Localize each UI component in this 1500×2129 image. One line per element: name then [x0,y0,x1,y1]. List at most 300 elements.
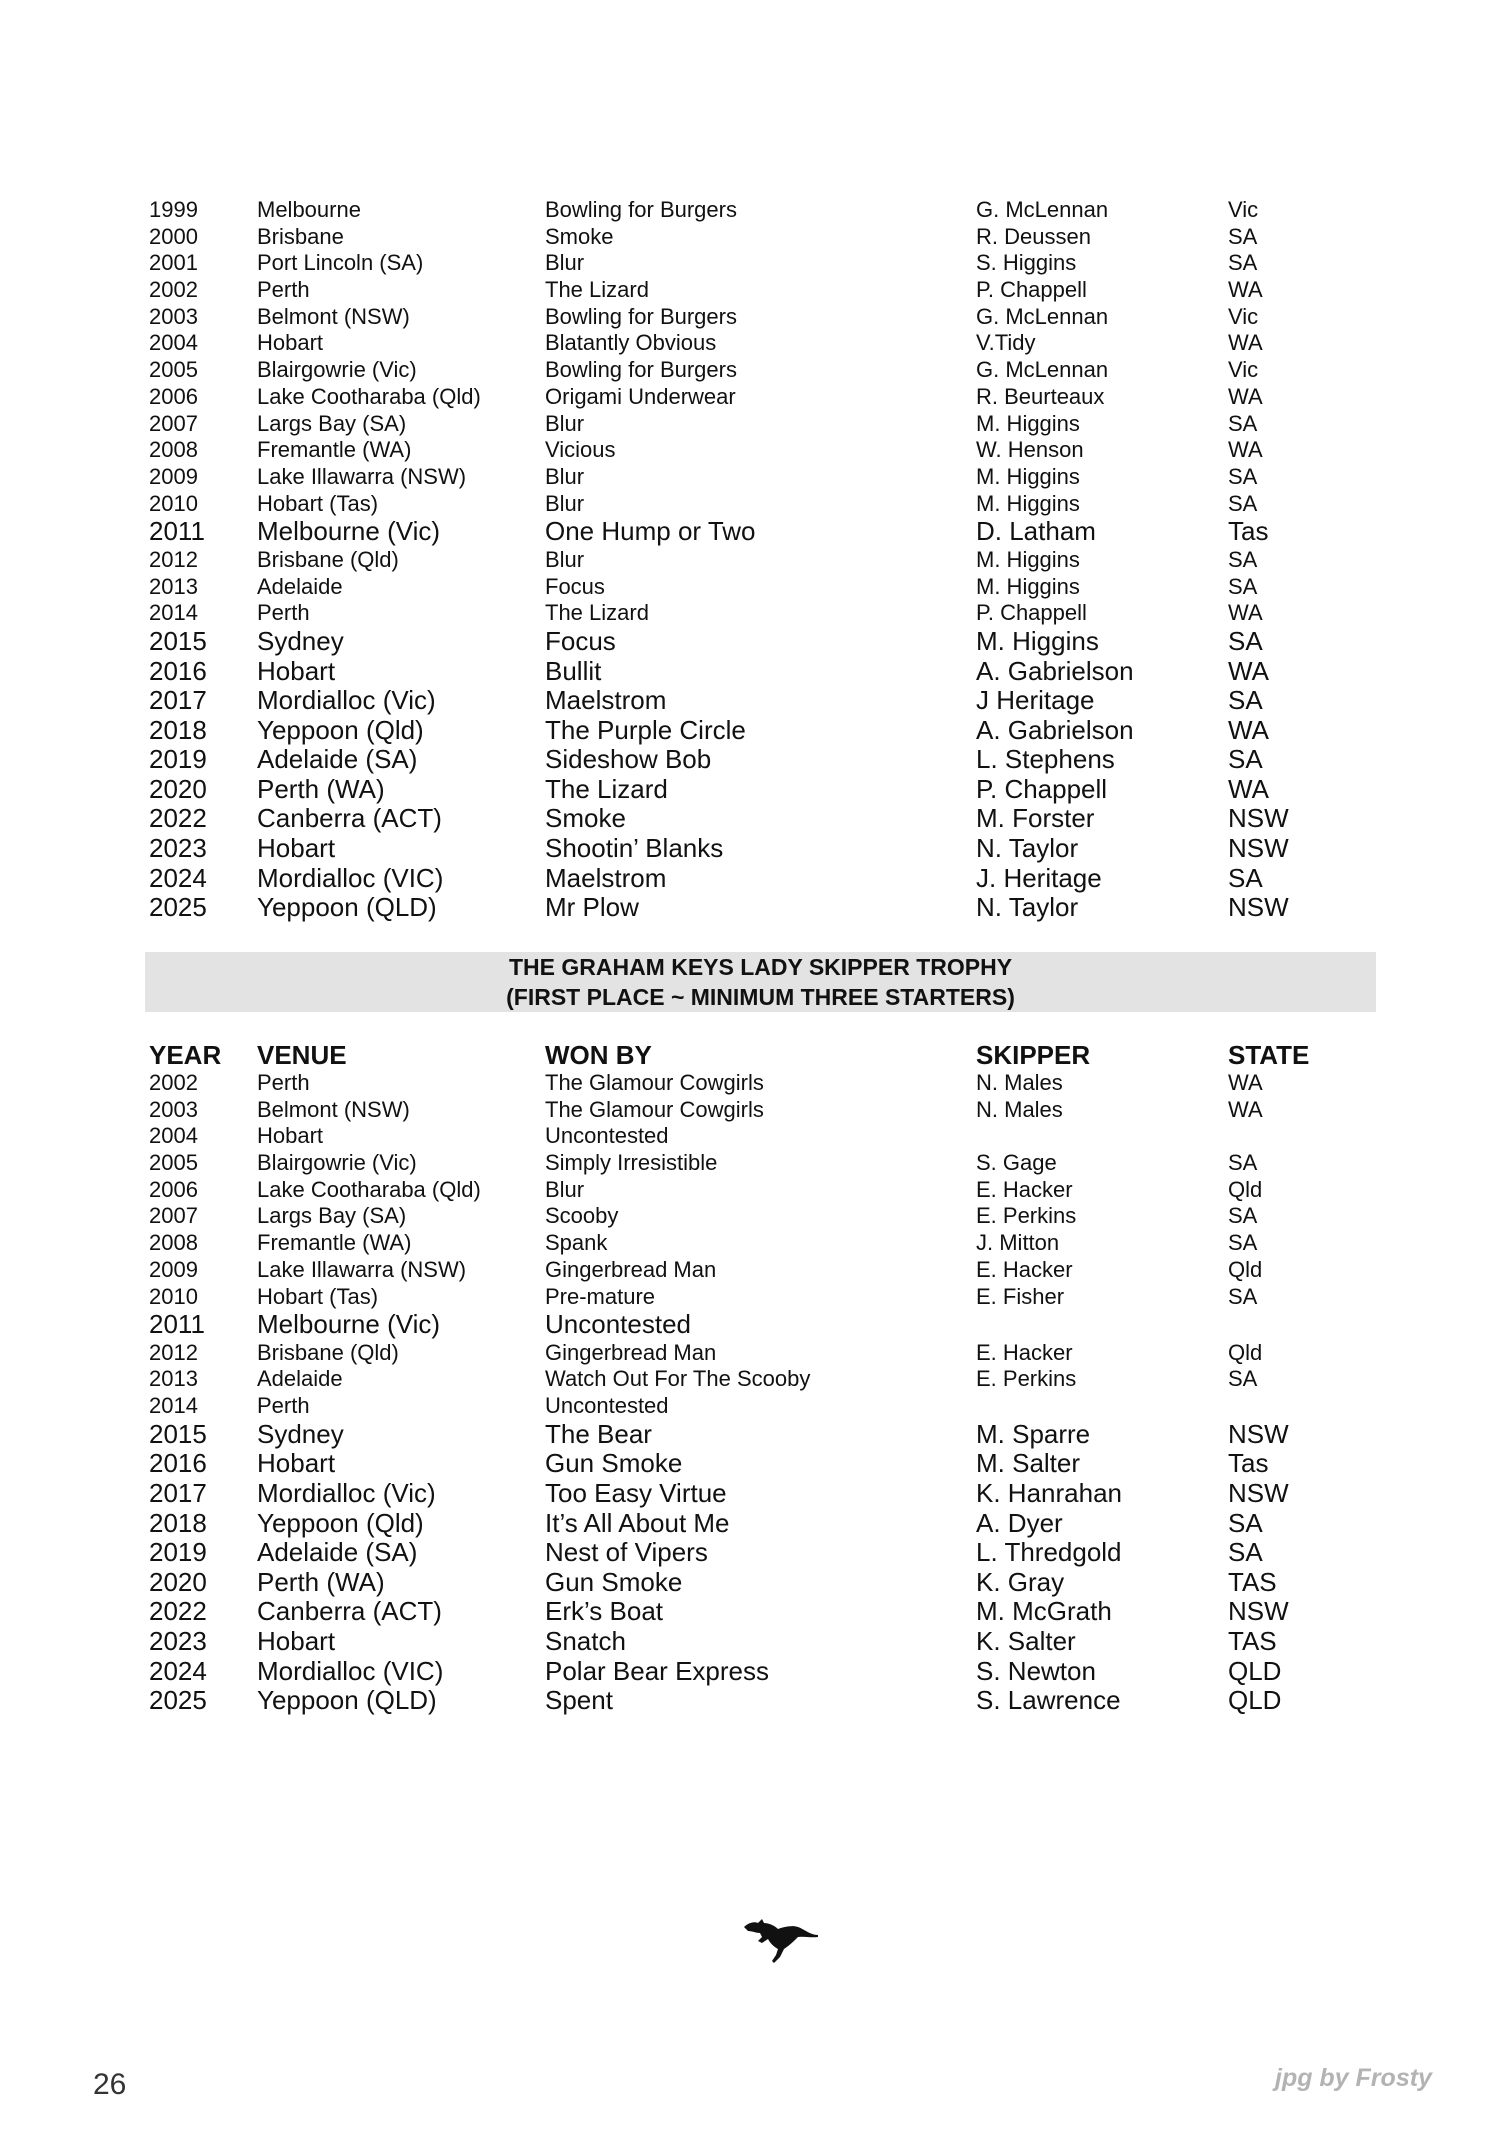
won-by-cell: Blur [545,1176,585,1202]
state-cell: SA [1228,410,1258,436]
skipper-cell: K. Gray [976,1566,1065,1597]
won-by-cell: Sideshow Bob [545,744,712,775]
venue-cell: Perth [257,277,310,303]
skipper-cell: M. Sparre [976,1418,1091,1449]
year-cell: 2016 [149,655,207,686]
table-row [0,1657,1500,1687]
state-cell: SA [1228,1537,1263,1568]
year-cell: 2000 [149,223,198,249]
table-row [0,197,1500,224]
venue-cell: Perth [257,1393,310,1419]
year-cell: 2025 [149,1685,207,1716]
table-row [0,1070,1500,1097]
venue-cell: Perth (WA) [257,773,385,804]
table-row [0,657,1500,687]
won-by-cell: The Glamour Cowgirls [545,1070,764,1095]
year-cell: 2015 [149,1418,207,1449]
year-cell: 2013 [149,573,198,599]
year-cell: 2004 [149,1123,198,1149]
skipper-cell: G. McLennan [976,303,1109,329]
won-by-cell: Simply Irresistible [545,1150,718,1176]
venue-cell: Largs Bay (SA) [257,410,407,436]
state-cell: WA [1228,330,1263,356]
skipper-cell: K. Salter [976,1626,1076,1656]
venue-cell: Adelaide (SA) [257,744,418,775]
year-cell: 2002 [149,277,198,303]
state-cell: SA [1228,1366,1258,1392]
won-by-cell: Blur [545,546,585,572]
won-by-cell: Mr Plow [545,892,639,923]
year-cell: 2015 [149,625,207,656]
venue-cell: Adelaide [257,1366,343,1392]
state-cell: SA [1228,862,1263,893]
year-cell: 2014 [149,1393,198,1419]
table-row [0,411,1500,438]
skipper-cell: M. Higgins [976,490,1080,516]
table-row [0,804,1500,834]
state-cell: SA [1228,1230,1258,1256]
venue-cell: Yeppoon (Qld) [257,1507,424,1538]
won-by-cell: Polar Bear Express [545,1655,769,1686]
won-by-cell: Too Easy Virtue [545,1478,727,1509]
table-row [0,864,1500,894]
year-cell: 2023 [149,833,207,864]
state-cell: NSW [1228,892,1289,923]
state-cell: SA [1228,250,1258,276]
skipper-cell: M. Higgins [976,410,1080,436]
year-cell: 2011 [149,1309,205,1340]
state-cell: NSW [1228,833,1289,864]
table-row [0,686,1500,716]
state-cell: SA [1228,1283,1258,1309]
year-cell: 2018 [149,1507,207,1538]
venue-cell: Hobart [257,1123,324,1149]
table-row [0,1420,1500,1450]
table-row [0,491,1500,518]
skipper-cell: J. Heritage [976,862,1102,893]
won-by-cell: Erk’s Boat [545,1596,664,1627]
venue-cell: Blairgowrie (Vic) [257,357,417,383]
venue-cell: Blairgowrie (Vic) [257,1150,417,1176]
state-cell: Tas [1228,516,1269,547]
table-row [0,384,1500,411]
table-row [0,1150,1500,1177]
venue-cell: Largs Bay (SA) [257,1203,407,1229]
year-cell: 2017 [149,685,207,716]
won-by-cell: Uncontested [545,1309,691,1340]
skipper-cell: A. Dyer [976,1507,1063,1538]
year-cell: 2012 [149,1339,198,1365]
skipper-cell: V.Tidy [976,330,1036,356]
venue-cell: Brisbane (Qld) [257,546,399,572]
table-row [0,745,1500,775]
skipper-cell: M. Salter [976,1448,1081,1479]
table-row [0,834,1500,864]
venue-cell: Yeppoon (QLD) [257,1685,437,1716]
skipper-cell: J Heritage [976,685,1095,716]
won-by-cell: The Lizard [545,277,649,303]
state-cell: SA [1228,573,1258,599]
state-cell: WA [1228,600,1263,626]
won-by-cell: The Bear [545,1418,652,1449]
table-row [0,330,1500,357]
table-header [0,1040,1500,1070]
table-row [0,1366,1500,1393]
year-cell: 2003 [149,1096,198,1122]
venue-cell: Brisbane [257,223,344,249]
state-cell: SA [1228,1203,1258,1229]
venue-cell: Yeppoon (QLD) [257,892,437,923]
won-by-cell: It’s All About Me [545,1507,730,1538]
year-cell: 2005 [149,357,198,383]
table-row [0,437,1500,464]
year-cell: 2020 [149,1566,207,1597]
table-row [0,716,1500,746]
skipper-cell: M. Higgins [976,546,1080,572]
skipper-cell: M. McGrath [976,1596,1112,1627]
year-cell: 2001 [149,250,198,276]
state-cell: WA [1228,383,1263,409]
venue-cell: Lake Illawarra (NSW) [257,1256,467,1282]
state-cell: NSW [1228,803,1289,834]
state-cell: WA [1228,714,1269,745]
won-by-cell: Blur [545,410,585,436]
won-by-cell: The Lizard [545,600,649,626]
header-state: STATE [1228,1040,1310,1070]
skipper-cell: E. Perkins [976,1366,1077,1392]
table-row [0,893,1500,923]
table-row [0,1538,1500,1568]
table-row [0,775,1500,805]
state-cell: SA [1228,1507,1263,1538]
venue-cell: Adelaide (SA) [257,1537,418,1568]
trophy-banner [145,952,1376,1012]
skipper-cell: M. Higgins [976,463,1080,489]
skipper-cell: S. Lawrence [976,1685,1121,1716]
skipper-cell: A. Gabrielson [976,655,1134,686]
state-cell: WA [1228,655,1269,686]
won-by-cell: Gingerbread Man [545,1256,717,1282]
year-cell: 2010 [149,490,198,516]
won-by-cell: Blatantly Obvious [545,330,717,356]
venue-cell: Mordialloc (Vic) [257,1478,436,1509]
skipper-cell: E. Fisher [976,1283,1065,1309]
venue-cell: Sydney [257,1418,344,1449]
table-row [0,1686,1500,1716]
venue-cell: Perth [257,1070,310,1095]
skipper-cell: M. Forster [976,803,1095,834]
state-cell: SA [1228,223,1258,249]
header-year: YEAR [149,1040,222,1070]
won-by-cell: Watch Out For The Scooby [545,1366,811,1392]
table-row [0,277,1500,304]
state-cell: Vic [1228,303,1259,329]
won-by-cell: Bowling for Burgers [545,197,737,222]
table-row [0,627,1500,657]
won-by-cell: Uncontested [545,1393,669,1419]
state-cell: Qld [1228,1256,1263,1282]
state-cell: Qld [1228,1339,1263,1365]
year-cell: 2008 [149,1230,198,1256]
won-by-cell: Bowling for Burgers [545,303,737,329]
year-cell: 2007 [149,1203,198,1229]
header-venue: VENUE [257,1040,347,1070]
skipper-cell: K. Hanrahan [976,1478,1122,1509]
table-row [0,1509,1500,1539]
table-row [0,1449,1500,1479]
skipper-cell: S. Newton [976,1655,1096,1686]
table-row [0,1203,1500,1230]
table-row [0,1340,1500,1367]
state-cell: Qld [1228,1176,1263,1202]
skipper-cell: M. Higgins [976,573,1080,599]
venue-cell: Melbourne (Vic) [257,516,441,547]
venue-cell: Hobart [257,1448,336,1479]
year-cell: 2006 [149,383,198,409]
year-cell: 2007 [149,410,198,436]
skipper-cell: J. Mitton [976,1230,1060,1256]
table-row [0,1123,1500,1150]
state-cell: WA [1228,277,1263,303]
year-cell: 2010 [149,1283,198,1309]
state-cell: WA [1228,1070,1263,1095]
table-row [0,1310,1500,1340]
venue-cell: Canberra (ACT) [257,1596,442,1627]
skipper-cell: G. McLennan [976,197,1109,222]
year-cell: 2019 [149,744,207,775]
state-cell: NSW [1228,1596,1289,1627]
table-row [0,517,1500,547]
state-cell: SA [1228,744,1263,775]
table-row [0,464,1500,491]
header-won-by: WON BY [545,1040,652,1070]
state-cell: WA [1228,773,1269,804]
skipper-cell: E. Perkins [976,1203,1077,1229]
venue-cell: Hobart [257,655,336,686]
venue-cell: Hobart (Tas) [257,1283,379,1309]
table-row [0,1177,1500,1204]
skipper-cell: E. Hacker [976,1339,1073,1365]
year-cell: 2008 [149,437,198,463]
venue-cell: Yeppoon (Qld) [257,714,424,745]
year-cell: 2013 [149,1366,198,1392]
year-cell: 2014 [149,600,198,626]
venue-cell: Melbourne (Vic) [257,1309,441,1340]
year-cell: 2020 [149,773,207,804]
venue-cell: Lake Illawarra (NSW) [257,463,467,489]
year-cell: 2005 [149,1150,198,1176]
state-cell: QLD [1228,1655,1282,1686]
year-cell: 2004 [149,330,198,356]
skipper-cell: S. Higgins [976,250,1077,276]
won-by-cell: The Lizard [545,773,668,804]
state-cell: Vic [1228,357,1259,383]
state-cell: TAS [1228,1626,1277,1656]
state-cell: WA [1228,437,1263,463]
won-by-cell: Nest of Vipers [545,1537,708,1568]
venue-cell: Mordialloc (VIC) [257,1655,444,1686]
venue-cell: Fremantle (WA) [257,1230,412,1256]
table-row [0,1597,1500,1627]
skipper-cell: M. Higgins [976,625,1099,656]
results-table-bottom [0,1070,1500,1716]
state-cell: Vic [1228,197,1259,222]
state-cell: NSW [1228,1418,1289,1449]
venue-cell: Port Lincoln (SA) [257,250,424,276]
year-cell: 2019 [149,1537,207,1568]
won-by-cell: Spank [545,1230,608,1256]
skipper-cell: R. Deussen [976,223,1091,249]
won-by-cell: Maelstrom [545,862,667,893]
table-row [0,1257,1500,1284]
venue-cell: Adelaide [257,573,343,599]
skipper-cell: E. Hacker [976,1256,1073,1282]
won-by-cell: Smoke [545,223,614,249]
year-cell: 2016 [149,1448,207,1479]
won-by-cell: The Purple Circle [545,714,746,745]
skipper-cell: G. McLennan [976,357,1109,383]
state-cell: SA [1228,490,1258,516]
skipper-cell: P. Chappell [976,277,1087,303]
trophy-title: THE GRAHAM KEYS LADY SKIPPER TROPHY [508,954,1013,980]
results-table-top [0,197,1500,923]
won-by-cell: Gun Smoke [545,1566,683,1597]
table-row [0,1627,1500,1657]
state-cell: SA [1228,625,1263,656]
state-cell: TAS [1228,1566,1277,1597]
table-row [0,1393,1500,1420]
won-by-cell: Gun Smoke [545,1448,683,1479]
won-by-cell: Scooby [545,1203,619,1229]
skipper-cell: E. Hacker [976,1176,1073,1202]
won-by-cell: Uncontested [545,1123,669,1149]
table-row [0,1479,1500,1509]
venue-cell: Lake Cootharaba (Qld) [257,383,481,409]
venue-cell: Hobart [257,1626,336,1656]
venue-cell: Hobart [257,833,336,864]
state-cell: SA [1228,685,1263,716]
year-cell: 1999 [149,197,198,222]
won-by-cell: Bullit [545,655,602,686]
venue-cell: Hobart (Tas) [257,490,379,516]
venue-cell: Mordialloc (Vic) [257,685,436,716]
year-cell: 2017 [149,1478,207,1509]
year-cell: 2002 [149,1070,198,1095]
won-by-cell: Blur [545,490,585,516]
venue-cell: Brisbane (Qld) [257,1339,399,1365]
year-cell: 2006 [149,1176,198,1202]
table-row [0,224,1500,251]
table-row [0,1097,1500,1124]
venue-cell: Lake Cootharaba (Qld) [257,1176,481,1202]
won-by-cell: Shootin’ Blanks [545,833,724,864]
photo-credit: jpg by Frosty [1275,2064,1432,2092]
year-cell: 2012 [149,546,198,572]
state-cell: WA [1228,1096,1263,1122]
year-cell: 2025 [149,892,207,923]
skipper-cell: N. Taylor [976,833,1079,864]
year-cell: 2003 [149,303,198,329]
venue-cell: Belmont (NSW) [257,1096,410,1122]
header-skipper: SKIPPER [976,1040,1091,1070]
venue-cell: Sydney [257,625,344,656]
won-by-cell: Gingerbread Man [545,1339,717,1365]
table-row [0,357,1500,384]
state-cell: NSW [1228,1478,1289,1509]
year-cell: 2024 [149,862,207,893]
table-row [0,547,1500,574]
year-cell: 2018 [149,714,207,745]
venue-cell: Perth [257,600,310,626]
year-cell: 2024 [149,1655,207,1686]
year-cell: 2009 [149,463,198,489]
kangaroo-icon [740,1905,820,1965]
venue-cell: Melbourne [257,197,361,222]
skipper-cell: P. Chappell [976,773,1108,804]
skipper-cell: A. Gabrielson [976,714,1134,745]
venue-cell: Belmont (NSW) [257,303,410,329]
skipper-cell: S. Gage [976,1150,1057,1176]
state-cell: SA [1228,1150,1258,1176]
won-by-cell: The Glamour Cowgirls [545,1096,764,1122]
skipper-cell: N. Taylor [976,892,1079,923]
table-row [0,1284,1500,1311]
state-cell: SA [1228,463,1258,489]
won-by-cell: Smoke [545,803,626,834]
venue-cell: Canberra (ACT) [257,803,442,834]
year-cell: 2009 [149,1256,198,1282]
table-row [0,600,1500,627]
skipper-cell: P. Chappell [976,600,1087,626]
venue-cell: Fremantle (WA) [257,437,412,463]
skipper-cell: L. Stephens [976,744,1115,775]
table-row [0,574,1500,601]
table-row [0,304,1500,331]
table-row [0,1230,1500,1257]
page-number: 26 [93,2068,127,2101]
won-by-cell: Blur [545,463,585,489]
venue-cell: Mordialloc (VIC) [257,862,444,893]
won-by-cell: One Hump or Two [545,516,756,547]
table-row [0,1568,1500,1598]
year-cell: 2022 [149,1596,207,1627]
won-by-cell: Spent [545,1685,613,1716]
state-cell: SA [1228,546,1258,572]
skipper-cell: N. Males [976,1096,1063,1122]
year-cell: 2011 [149,516,205,547]
state-cell: Tas [1228,1448,1269,1479]
won-by-cell: Origami Underwear [545,383,736,409]
skipper-cell: L. Thredgold [976,1537,1122,1568]
year-cell: 2023 [149,1626,207,1656]
won-by-cell: Maelstrom [545,685,667,716]
trophy-subtitle: (FIRST PLACE ~ MINIMUM THREE STARTERS) [506,984,1015,1010]
skipper-cell: D. Latham [976,516,1096,547]
skipper-cell: W. Henson [976,437,1084,463]
skipper-cell: N. Males [976,1070,1063,1095]
won-by-cell: Blur [545,250,585,276]
won-by-cell: Vicious [545,437,616,463]
skipper-cell: R. Beurteaux [976,383,1105,409]
venue-cell: Perth (WA) [257,1566,385,1597]
state-cell: QLD [1228,1685,1282,1716]
won-by-cell: Bowling for Burgers [545,357,737,383]
table-row [0,250,1500,277]
won-by-cell: Snatch [545,1626,626,1656]
venue-cell: Hobart [257,330,324,356]
won-by-cell: Focus [545,573,605,599]
year-cell: 2022 [149,803,207,834]
